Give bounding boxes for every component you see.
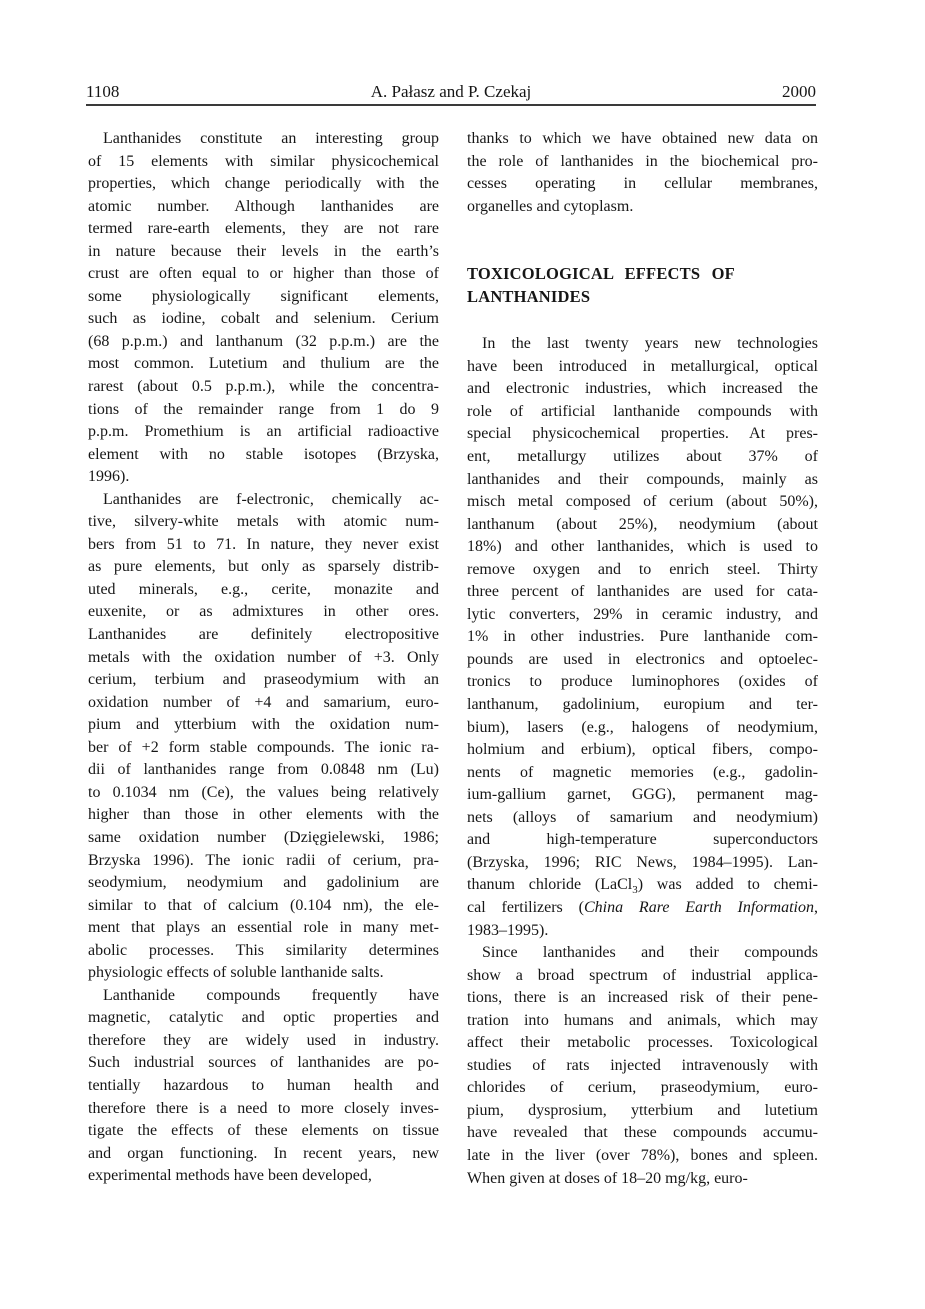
header-rule (86, 104, 816, 106)
text-line: When given at doses of 18–20 mg/kg, euro- (467, 1169, 748, 1187)
text-line: 1996). (88, 468, 130, 486)
text-line: pium, dysprosium, ytterbium and lutetium (467, 1101, 818, 1119)
text-line: experimental methods have been developed, (88, 1167, 372, 1185)
paragraph (88, 489, 439, 985)
text-line: physiologic effects of soluble lanthanide salts. (88, 964, 384, 982)
paragraph (88, 985, 439, 1188)
text-line: as pure elements, but only as sparsely distrib- (88, 558, 439, 576)
text-line: cal fertilizers (China Rare Earth Information, (467, 898, 819, 916)
text-line: ent, metallurgy utilizes about 37% of (467, 448, 818, 466)
text-line: cerium, terbium and praseodymium with an (88, 671, 439, 689)
text-line: affect their metabolic processes. Toxicological (467, 1034, 818, 1052)
text-line: special physicochemical properties. At pres- (467, 425, 818, 443)
text-line: the role of lanthanides in the biochemical pro- (467, 152, 818, 170)
text-line: therefore there is a need to more closely inves- (88, 1099, 439, 1117)
text-line: tions, there is an increased risk of their pene- (467, 989, 818, 1007)
text-line: most common. Lutetium and thulium are the (88, 355, 439, 373)
text-line: three percent of lanthanides are used for cata- (467, 583, 818, 601)
heading-line: TOXICOLOGICAL EFFECTS OF (467, 264, 735, 284)
text-line: pounds are used in electronics and optoelec- (467, 650, 818, 668)
text-line: and electronic industries, which increased the (467, 380, 818, 398)
text-line: ium-gallium garnet, GGG), permanent mag- (467, 786, 818, 804)
page-header (86, 82, 816, 104)
text-line: have revealed that these compounds accumu- (467, 1124, 818, 1142)
text-line: chlorides of cerium, praseodymium, euro- (467, 1079, 818, 1097)
text-line: role of artificial lanthanide compounds with (467, 402, 818, 420)
text-line: pium and ytterbium with the oxidation num- (88, 716, 439, 734)
text-line: to 0.1034 nm (Ce), the values being relatively (88, 783, 439, 801)
text-line: therefore they are widely used in industry. (88, 1031, 439, 1049)
text-line: lanthanum, gadolinium, europium and ter- (467, 696, 818, 714)
text-line: atomic number. Although lanthanides are (88, 197, 439, 215)
running-title: A. Pałasz and P. Czekaj (370, 82, 532, 101)
section-heading (467, 263, 818, 308)
text-line: and organ functioning. In recent years, new (88, 1144, 439, 1162)
text-line: bium), lasers (e.g., halogens of neodymium, (467, 718, 818, 736)
text-line: Such industrial sources of lanthanides are po- (88, 1054, 439, 1072)
text-line: holmium and erbium), optical fibers, compo- (467, 741, 818, 759)
left-text-column (88, 128, 439, 1188)
text-line: Lanthanides constitute an interesting group (103, 130, 439, 147)
text-line: nents of magnetic memories (e.g., gadolin- (467, 763, 818, 781)
text-line: thanum chloride (LaCl$_3$) was added to chemi- (467, 876, 819, 897)
text-line: magnetic, catalytic and optic properties and (88, 1009, 439, 1027)
text-line: studies of rats injected intravenously with (467, 1056, 818, 1074)
heading-line: LANTHANIDES (467, 286, 591, 306)
text-line: some physiologically significant elements, (88, 287, 439, 305)
paragraph (467, 333, 818, 942)
text-line: termed rare-earth elements, they are not rare (88, 220, 439, 238)
text-line: rarest (about 0.5 p.p.m.), while the concentra- (88, 378, 439, 396)
text-line: tronics to produce luminophores (oxides of (467, 673, 818, 691)
text-line: in nature because their levels in the earth’s (88, 242, 439, 260)
text-line: lytic converters, 29% in ceramic industry, and (467, 605, 818, 623)
text-line: have been introduced in metallurgical, optical (467, 357, 818, 375)
paragraph (467, 128, 818, 218)
text-line: tentially hazardous to human health and (88, 1076, 439, 1094)
paragraph (88, 128, 439, 489)
paragraph (467, 942, 818, 1190)
publication-year: 2000 (782, 82, 816, 101)
text-line: remove oxygen and to enrich steel. Thirty (467, 560, 818, 578)
text-line: Since lanthanides and their compounds (482, 944, 818, 962)
text-line: lanthanides and their compounds, mainly as (467, 470, 818, 488)
text-line: nets (alloys of samarium and neodymium) (467, 808, 818, 826)
text-line: (68 p.p.m.) and lanthanum (32 p.p.m.) are the (88, 332, 439, 350)
text-line: higher than those in other elements with the (88, 806, 439, 824)
text-line: organelles and cytoplasm. (467, 197, 634, 215)
text-line: ber of +2 form stable compounds. The ionic ra- (88, 738, 439, 756)
text-line: late in the liver (over 78%), bones and spleen. (467, 1146, 818, 1164)
text-line: same oxidation number (Dzięgielewski, 1986; (88, 828, 439, 846)
text-line: such as iodine, cobalt and selenium. Cerium (88, 310, 439, 328)
text-line: Lanthanides are f-electronic, chemically ac- (103, 490, 439, 508)
text-line: euxenite, or as admixtures in other ores. (88, 603, 439, 621)
text-line: ment that plays an essential role in many met- (88, 919, 439, 937)
text-line: bers from 51 to 71. In nature, they never exist (88, 535, 439, 553)
right-text-column (467, 128, 818, 1190)
text-line: dii of lanthanides range from 0.0848 nm (Lu) (88, 761, 439, 779)
text-line: Brzyska 1996). The ionic radii of cerium, pra- (88, 851, 439, 869)
text-line: show a broad spectrum of industrial applica- (467, 966, 818, 984)
text-line: abolic processes. This similarity determines (88, 941, 439, 959)
text-line: and high-temperature superconductors (467, 831, 818, 849)
text-line: seodymium, neodymium and gadolinium are (88, 874, 439, 892)
text-line: tigate the effects of these elements on tissue (88, 1122, 439, 1140)
text-line: Lanthanide compounds frequently have (103, 986, 439, 1004)
text-line: element with no stable isotopes (Brzyska, (88, 445, 439, 463)
text-line: uted minerals, e.g., cerite, monazite and (88, 580, 439, 598)
text-line: crust are often equal to or higher than those of (88, 265, 439, 283)
text-line: misch metal composed of cerium (about 50%), (467, 493, 818, 511)
text-line: thanks to which we have obtained new data on (467, 130, 818, 147)
text-line: metals with the oxidation number of +3. Only (88, 648, 439, 666)
text-line: oxidation number of +4 and samarium, euro- (88, 693, 439, 711)
text-line: tive, silvery-white metals with atomic num- (88, 513, 439, 531)
text-line: properties, which change periodically with the (88, 175, 439, 193)
text-line: (Brzyska, 1996; RIC News, 1984–1995). Lan- (467, 853, 818, 871)
text-line: similar to that of calcium (0.104 nm), the ele- (88, 896, 439, 914)
text-line: In the last twenty years new technologies (482, 335, 818, 353)
text-line: cesses operating in cellular membranes, (467, 175, 818, 193)
text-line: of 15 elements with similar physicochemical (88, 152, 439, 170)
text-line: tration into humans and animals, which may (467, 1011, 818, 1029)
text-line: Lanthanides are definitely electropositive (88, 626, 439, 644)
text-line: lanthanum (about 25%), neodymium (about (467, 515, 818, 533)
text-line: 1983–1995). (467, 921, 549, 939)
text-line: tions of the remainder range from 1 do 9 (88, 400, 439, 418)
text-line: 1% in other industries. Pure lanthanide com- (467, 628, 818, 646)
text-line: 18%) and other lanthanides, which is used to (467, 538, 818, 556)
text-line: p.p.m. Promethium is an artificial radioactive (88, 423, 439, 441)
page-number: 1108 (86, 82, 120, 101)
